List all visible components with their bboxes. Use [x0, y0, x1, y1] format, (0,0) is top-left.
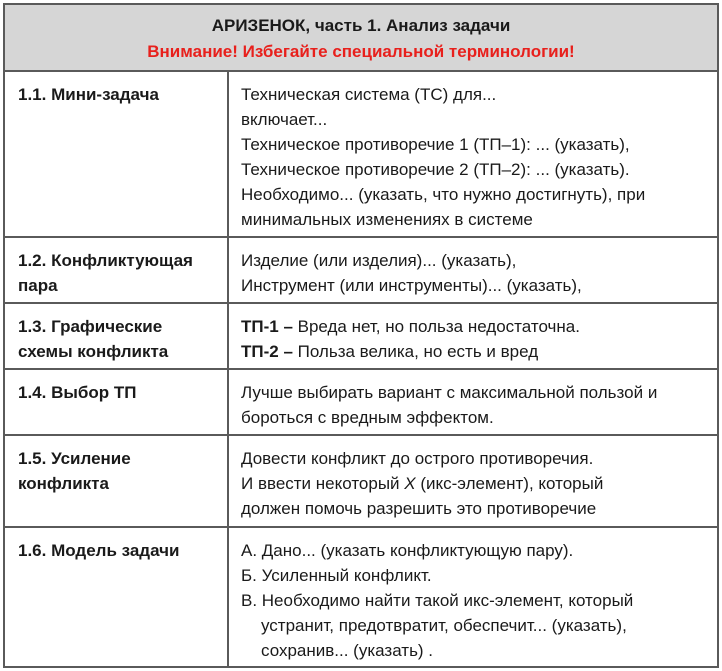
content-line: Б. Усиленный конфликт.	[241, 566, 432, 585]
table-row-tp-choice	[5, 370, 717, 436]
content-line: Лучше выбирать вариант с максимальной пользой и	[241, 383, 658, 402]
content-line	[241, 314, 709, 339]
row-content	[229, 238, 717, 302]
row-label	[5, 238, 229, 302]
tp1-text: Вреда нет, но польза недостаточна.	[292, 317, 580, 336]
table-row-task-model	[5, 528, 717, 666]
tp2-text: Польза велика, но есть и вред	[292, 342, 539, 361]
row-label-line: конфликта	[18, 474, 109, 493]
content-line: В. Необходимо найти такой икс-элемент, который	[241, 591, 634, 610]
row-label-line: схемы конфликта	[18, 342, 169, 361]
table-title: АРИЗЕНОК, часть 1. Анализ задачи	[211, 16, 511, 35]
row-label-line: 1.3. Графические	[18, 317, 163, 336]
content-line: минимальных изменениях в системе	[241, 210, 533, 229]
row-label-line: 1.1. Мини-задача	[18, 85, 159, 104]
row-label	[5, 304, 229, 368]
row-label-line: 1.2. Конфликтующая	[18, 251, 193, 270]
row-label	[5, 72, 229, 236]
content-line: бороться с вредным эффектом.	[241, 408, 494, 427]
row-label	[5, 528, 229, 666]
content-line: Необходимо... (указать, что нужно достигнуть), при	[241, 185, 646, 204]
content-line: устранит, предотвратит, обеспечит... (указать),	[261, 616, 627, 635]
content-line: Техническая система (ТС) для...	[241, 85, 497, 104]
row-content	[229, 304, 717, 368]
row-content	[229, 436, 717, 526]
row-label-line: пара	[18, 276, 58, 295]
tp2-term: ТП-2 –	[241, 342, 293, 361]
table-header	[5, 5, 717, 72]
content-line: Техническое противоречие 2 (ТП–2): ... (указать).	[241, 160, 630, 179]
content-line: сохранив... (указать) .	[261, 641, 434, 660]
analysis-table	[3, 3, 719, 668]
content-line: А. Дано... (указать конфликтующую пару).	[241, 541, 574, 560]
row-content	[229, 370, 717, 434]
tp1-term: ТП-1 –	[241, 317, 293, 336]
table-row-conflicting-pair	[5, 238, 717, 304]
row-label-line: 1.6. Модель задачи	[18, 541, 180, 560]
x-line-after: (икс-элемент), который	[415, 474, 604, 493]
row-label	[5, 370, 229, 434]
table-row-conflict-schemes	[5, 304, 717, 370]
table-row-mini-task	[5, 72, 717, 238]
content-line	[241, 339, 709, 364]
content-line: Довести конфликт до острого противоречия.	[241, 449, 594, 468]
row-label-line: 1.5. Усиление	[18, 449, 131, 468]
row-content	[229, 528, 717, 666]
content-line	[241, 471, 709, 496]
x-element-symbol: X	[404, 474, 416, 493]
content-line: Изделие (или изделия)... (указать),	[241, 251, 517, 270]
content-line: должен помочь разрешить это противоречие	[241, 499, 597, 518]
content-line: включает...	[241, 110, 328, 129]
x-line-before: И ввести некоторый	[241, 474, 405, 493]
row-content	[229, 72, 717, 236]
row-label-line: 1.4. Выбор ТП	[18, 383, 137, 402]
content-line: Инструмент (или инструменты)... (указать),	[241, 276, 582, 295]
table-row-conflict-intensification	[5, 436, 717, 528]
terminology-warning: Внимание! Избегайте специальной терминологии!	[147, 42, 575, 61]
row-label	[5, 436, 229, 526]
content-line: Техническое противоречие 1 (ТП–1): ... (указать),	[241, 135, 630, 154]
